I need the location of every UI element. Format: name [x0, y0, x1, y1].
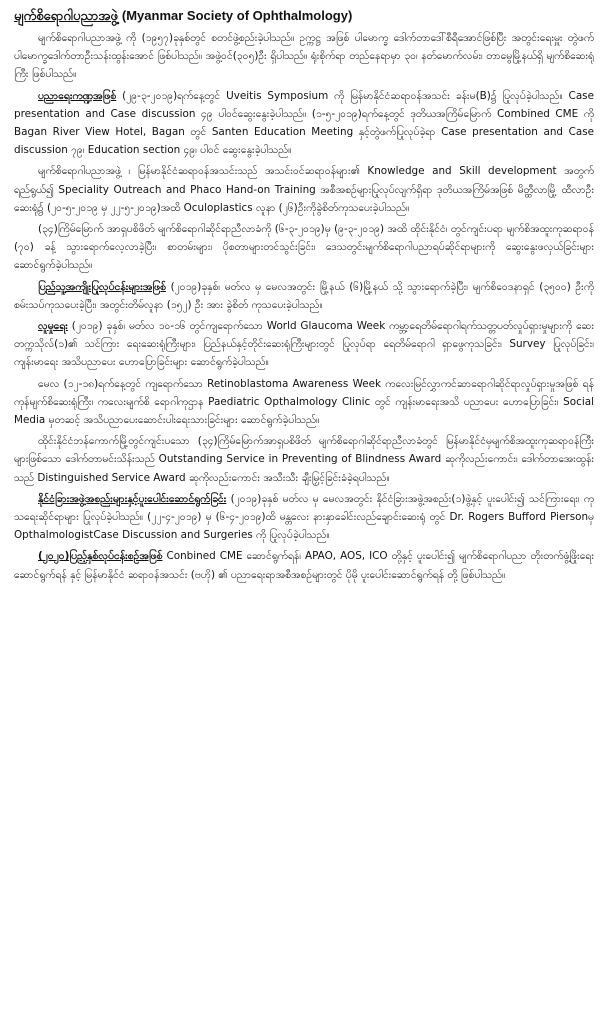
paragraph-text: (၂၀၁၉)ခုနှစ်၊ မတ်လ မှ မေလအတွင်း မြို့နယ် (၆)မြို့နယ် သို့ သွားရောက်ခဲ့ပြီး၊ မျက်စိဝေဒနာရှင် (၃၅၀၀) ဦးကို စမ်းသပ်ကုသပေးခဲ့ပြီး၊ အတွင်းတိမ်လူနာ (၁၅၂) ဦး အား ခွဲစိတ် ကုသပေးခဲ့ပါသည်။ — [14, 280, 594, 311]
paragraph-education — [14, 87, 594, 160]
paragraph-congress — [14, 220, 594, 275]
section-heading-public-service: ပြည်သူ့အကျိုးပြုလုပ်ငန်းများအဖြစ် — [38, 280, 166, 293]
paragraph-text: (၃၄)ကြိမ်မြောက် အာရှပစိဖိတ် မျက်စိရောဂါဆိုင်ရာညီလာခံကို (၆-၃-၂၀၁၉)မှ (၉-၃-၂၀၁၉) အထိ ထိုင်းနိုင်ငံ၊ တွင်ကျင်းပရာ မျက်စိအထူးကုဆရာဝန် (၇၀) ခန့် သွားရောက်လေ့လာခဲ့ပြီး၊ စာတမ်းများ၊ ပိုစတာများတင်သွင်းခြင်း၊ ဒေသတွင်းမျက်စိရောဂါပညာရပ်ဆိုင်ရာများကို ဆွေးနွေးဖလှယ်ခြင်းများ ဆောင်ရွက်ခဲ့ပါသည်။ — [14, 223, 594, 272]
paragraph-retinoblastoma — [14, 375, 594, 430]
paragraph-intro — [14, 29, 594, 84]
document-title — [14, 6, 594, 27]
paragraph-awards — [14, 432, 594, 487]
paragraph-plan-2020 — [14, 547, 594, 583]
section-heading-plan-2020: (၂၀၂၀)ပြည့်နှစ်လုပ်ငန်းစဉ်အဖြစ် — [38, 550, 163, 563]
paragraph-text: Conbined CME ဆောင်ရွက်ရန်၊ APAO, AOS, ICO တို့နှင့် ပူးပေါင်း၍ မျက်စိရောဂါပညာ တိုးတက်ဖွံ့ဖြိုးရေး ဆောင်ရွက်ရန် နှင့် မြန်မာနိုင်ငံ ဆရာဝန်အသင်း (ဗဟို) ၏ ပညာရေးရာအစီအစဉ်များတွင် ပိုမို ပူးပေါင်းဆောင်ရွက်ရန် တို့ ဖြစ်ပါသည်။ — [14, 550, 594, 581]
paragraph-text: မျက်စိရောဂါပညာအဖွဲ့ ကို (၁၉၅၇)ခုနှစ်တွင် စတင်ဖွဲ့စည်းခဲ့ပါသည်။ ဥက္ကဋ္ဌ အဖြစ် ပါမောက္ခ ဒေါက်တာဒေါ်စီရီအောင်ဖြစ်ပြီး အတွင်းရေးမှူး တွဲဖက်ပါမောက္ခဒေါက်တာဦးသန်းထွန်းအောင် ဖြစ်ပါသည်။ အဖွဲ့ဝင်(၃၀၅)ဦး ရှိပါသည်။ ရုံးစိုက်ရာ တည်နေရာမှာ ၃၀၊ နတ်မောက်လမ်း၊ တာမွေမြို့နယ်ရှိ မျက်စိဆေးရုံကြီး ဖြစ်ပါသည်။ — [14, 32, 594, 81]
paragraph-text: မျက်စိရောဂါပညာအဖွဲ့ ၊ မြန်မာနိုင်ငံဆရာဝန်အသင်းသည် အသင်းဝင်ဆရာဝန်များ၏ Knowledge and Skill development အတွက်ရည်ရွယ်၍ Speciality Outreach and Phaco Hand-on Training အစီအစဉ်များပြုလုပ်လျက်ရှိရာ ဒုတိယအကြိမ်အဖြစ် မိတ္ထီလာမြို့ ထီလာဦးဆေးရုံ၌ (၂၀-၅-၂၀၁၉ မှ ၂၂-၅-၂၀၁၉)အထိ Oculoplastics လူနာ (၂၆)ဦးကိုခွဲစိတ်ကုသပေးခဲ့ပါသည်။ — [14, 165, 594, 214]
paragraph-text: (၂၀၁၉)ခုနှစ် မတ်လ မှ မေလအတွင်း နိုင်ငံခြားအဖွဲ့အစည်း(၁)ဖွဲ့နှင့် ပူးပေါင်း၍ သင်ကြားရေး၊ ကုသရေးဆိုင်ရာများ ပြုလုပ်ခဲ့ပါသည်။ (၂၂-၄-၂၀၁၉) မှ (၆-၄-၂၀၁၉)ထိ မန္တလေး နားနှာခေါင်းလည်ချောင်းဆေးရုံ တွင် Dr. Rogers Bufford Piersonမှ OpthalmologistCase Discussion and Surgeries ကို ပြုလုပ်ခဲ့ပါသည်။ — [14, 492, 594, 542]
paragraph-social — [14, 317, 594, 372]
section-heading-social: လူမှုရေး — [38, 320, 68, 333]
title-myanmar: မျက်စိရောဂါပညာအဖွဲ့ — [14, 9, 118, 24]
paragraph-text: (၂၀၁၉) ခုနှစ်၊ မတ်လ ၁၀-၁၆ တွင်ကျရောက်သော World Glaucoma Week ကမ္ဘာ့ရေတိမ်ရောဂါရက်သတ္တပတ်လှုပ်ရှားမှုများကို ဆေးတက္ကသိုလ်(၁)၏ သင်ကြား ရေးဆေးရုံကြီးများ၊ ပြည်နယ်နှင့်တိုင်းဆေးရုံကြီးများတွင် ပြုလုပ်ရာ ရေတိမ်ရောဂါ ရှာဖွေကုသခြင်း၊ Survey ပြုလုပ်ခြင်း၊ ကျန်းမာရေး အသိပညာပေး ဟောပြောခြင်းများ ဆောင်ရွက်ခဲ့ပါသည်။ — [14, 320, 594, 369]
paragraph-international — [14, 490, 594, 545]
title-english: (Myanmar Society of Ophthalmology) — [121, 8, 353, 23]
section-heading-international: နိုင်ငံခြားအဖွဲ့အစည်းများနှင့်ပူးပေါင်းဆောင်ရွက်ခြင်း — [38, 492, 227, 505]
paragraph-text: မေလ (၁၂-၁၈)ရက်နေ့တွင် ကျရောက်သော Retinoblastoma Awareness Week ကလေးမြင်လွှာကင်ဆာရောဂါဆိုင်ရာလှုပ်ရှားမှုအဖြစ် ရန်ကုန်မျက်စိဆေးရုံကြီး၊ ကလေးမျက်စိ ရောဂါကုဌာန Paediatric Opthalmology Clinic တွင် ကျန်းမာရေးအသိ ပညာပေး ဟောပြောခြင်း၊ Social Media မှတဆင့် အသိပညာပေးဆောင်းပါးရေးသားခြင်းများ ဆောင်ရွက်ခဲ့ပါသည်။ — [14, 377, 594, 427]
section-heading-education: ပညာရေးကဏ္ဍအဖြစ် — [38, 89, 117, 102]
paragraph-outreach — [14, 162, 594, 217]
paragraph-text: ထိုင်းနိုင်ငံဘန်ကောက်မြို့တွင်ကျင်းပသော (၃၄)ကြိမ်မြောက်အာရှပစိဖိတ် မျက်စိရောဂါဆိုင်ရာညီလာခံတွင် မြန်မာနိုင်ငံမှမျက်စိအထူးကုဆရာဝန်ကြီးများဖြစ်သော ဒေါက်တာမင်းသိန်းသည် Outstanding Service in Preventing of Blindness Award ဆုကိုလည်းကောင်း၊ ဒေါက်တာအေးထွန်းသည် Distinguished Service Award ဆုကိုလည်းကောင်း အသီးသီး ချီးမြှင့်ခြင်းခံခဲ့ရပါသည်။ — [14, 435, 594, 484]
paragraph-text: (၂၉-၃-၂၀၁၉)ရက်နေ့တွင် Uveitis Symposium ကို မြန်မာနိုင်ငံဆရာဝန်အသင်း ခန်းမ(B)၌ ပြုလုပ်ခဲ့ပါသည်။ Case presentation and Case discussion ၄၉ ပါဝင်ဆွေးနွေးခဲ့ပါသည်။ (၁-၅-၂၀၁၉)ရက်နေ့တွင် ဒုတိယအကြိမ်မြောက် Combined CME ကို Bagan River View Hotel, Bagan တွင် Santen Education Meeting နှင့်တွဲဖက်ပြုလုပ်ခဲ့ရာ Case presentation and Case discussion ၇၉၊ Education section ၄၉၊ ပါဝင် ဆွေးနွေးခဲ့ပါသည်။ — [14, 89, 594, 157]
paragraph-public-service — [14, 278, 594, 314]
